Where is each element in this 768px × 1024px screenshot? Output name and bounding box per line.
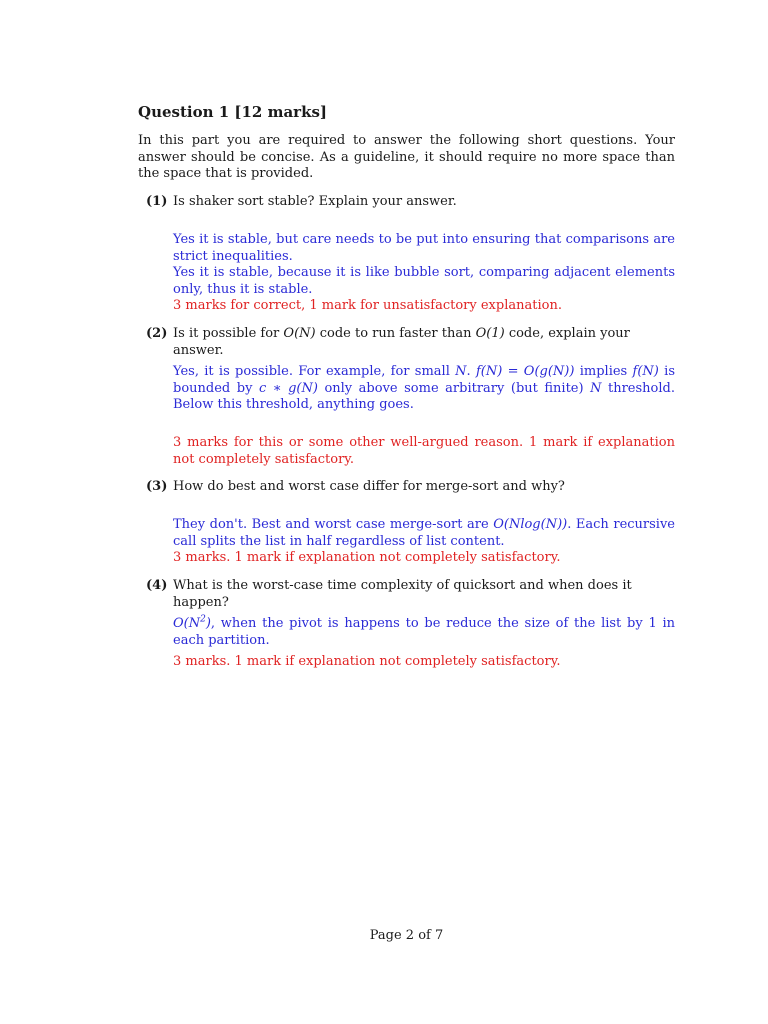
question-intro: In this part you are required to answer the following short questions. Your answer should be concise. As a guideline, it should require no more space than the space that is provided. <box>138 133 675 181</box>
answer-text: Yes, it is possible. For example, for small N. f(N) = O(g(N)) implies f(N) is bounded by c ∗ g(N) only above some arbitrary (but finite) N threshold. Below this threshold, anything goes. <box>173 364 675 412</box>
question-text: How do best and worst case differ for merge-sort and why? <box>173 479 565 494</box>
question-text: Is it possible for O(N) code to run faster than O(1) code, explain your answer. <box>173 326 630 358</box>
page-number: Page 2 of 7 <box>369 928 444 943</box>
answer-text: $O(N^2)$, when the pivot is happens to be reduce the size of the list by 1 in each partition. <box>173 614 675 648</box>
question-number: (4) <box>146 578 168 593</box>
answer-text: Yes it is stable, but care needs to be put into ensuring that comparisons are strict inequalities. <box>173 232 675 264</box>
marking-note: 3 marks for this or some other well-argued reason. 1 mark if explanation not completely satisfactory. <box>173 435 675 467</box>
marking-note: 3 marks. 1 mark if explanation not completely satisfactory. <box>173 654 561 669</box>
question-text: Is shaker sort stable? Explain your answer. <box>173 194 457 209</box>
question-number: (2) <box>146 326 168 341</box>
answer-text: They don't. Best and worst case merge-sort are O(Nlog(N)). Each recursive call splits the list in half regardless of list content. <box>173 517 676 549</box>
question-number: (1) <box>146 194 168 209</box>
question-number: (3) <box>146 479 168 494</box>
marking-note: 3 marks. 1 mark if explanation not completely satisfactory. <box>173 550 561 565</box>
marking-note: 3 marks for correct, 1 mark for unsatisfactory explanation. <box>173 298 562 313</box>
question-title: Question 1 [12 marks] <box>138 103 328 121</box>
document-page <box>138 0 678 1024</box>
question-text: What is the worst-case time complexity of quicksort and when does it happen? <box>173 578 632 610</box>
answer-text: Yes it is stable, because it is like bubble sort, comparing adjacent elements only, thus it is stable. <box>173 265 675 297</box>
